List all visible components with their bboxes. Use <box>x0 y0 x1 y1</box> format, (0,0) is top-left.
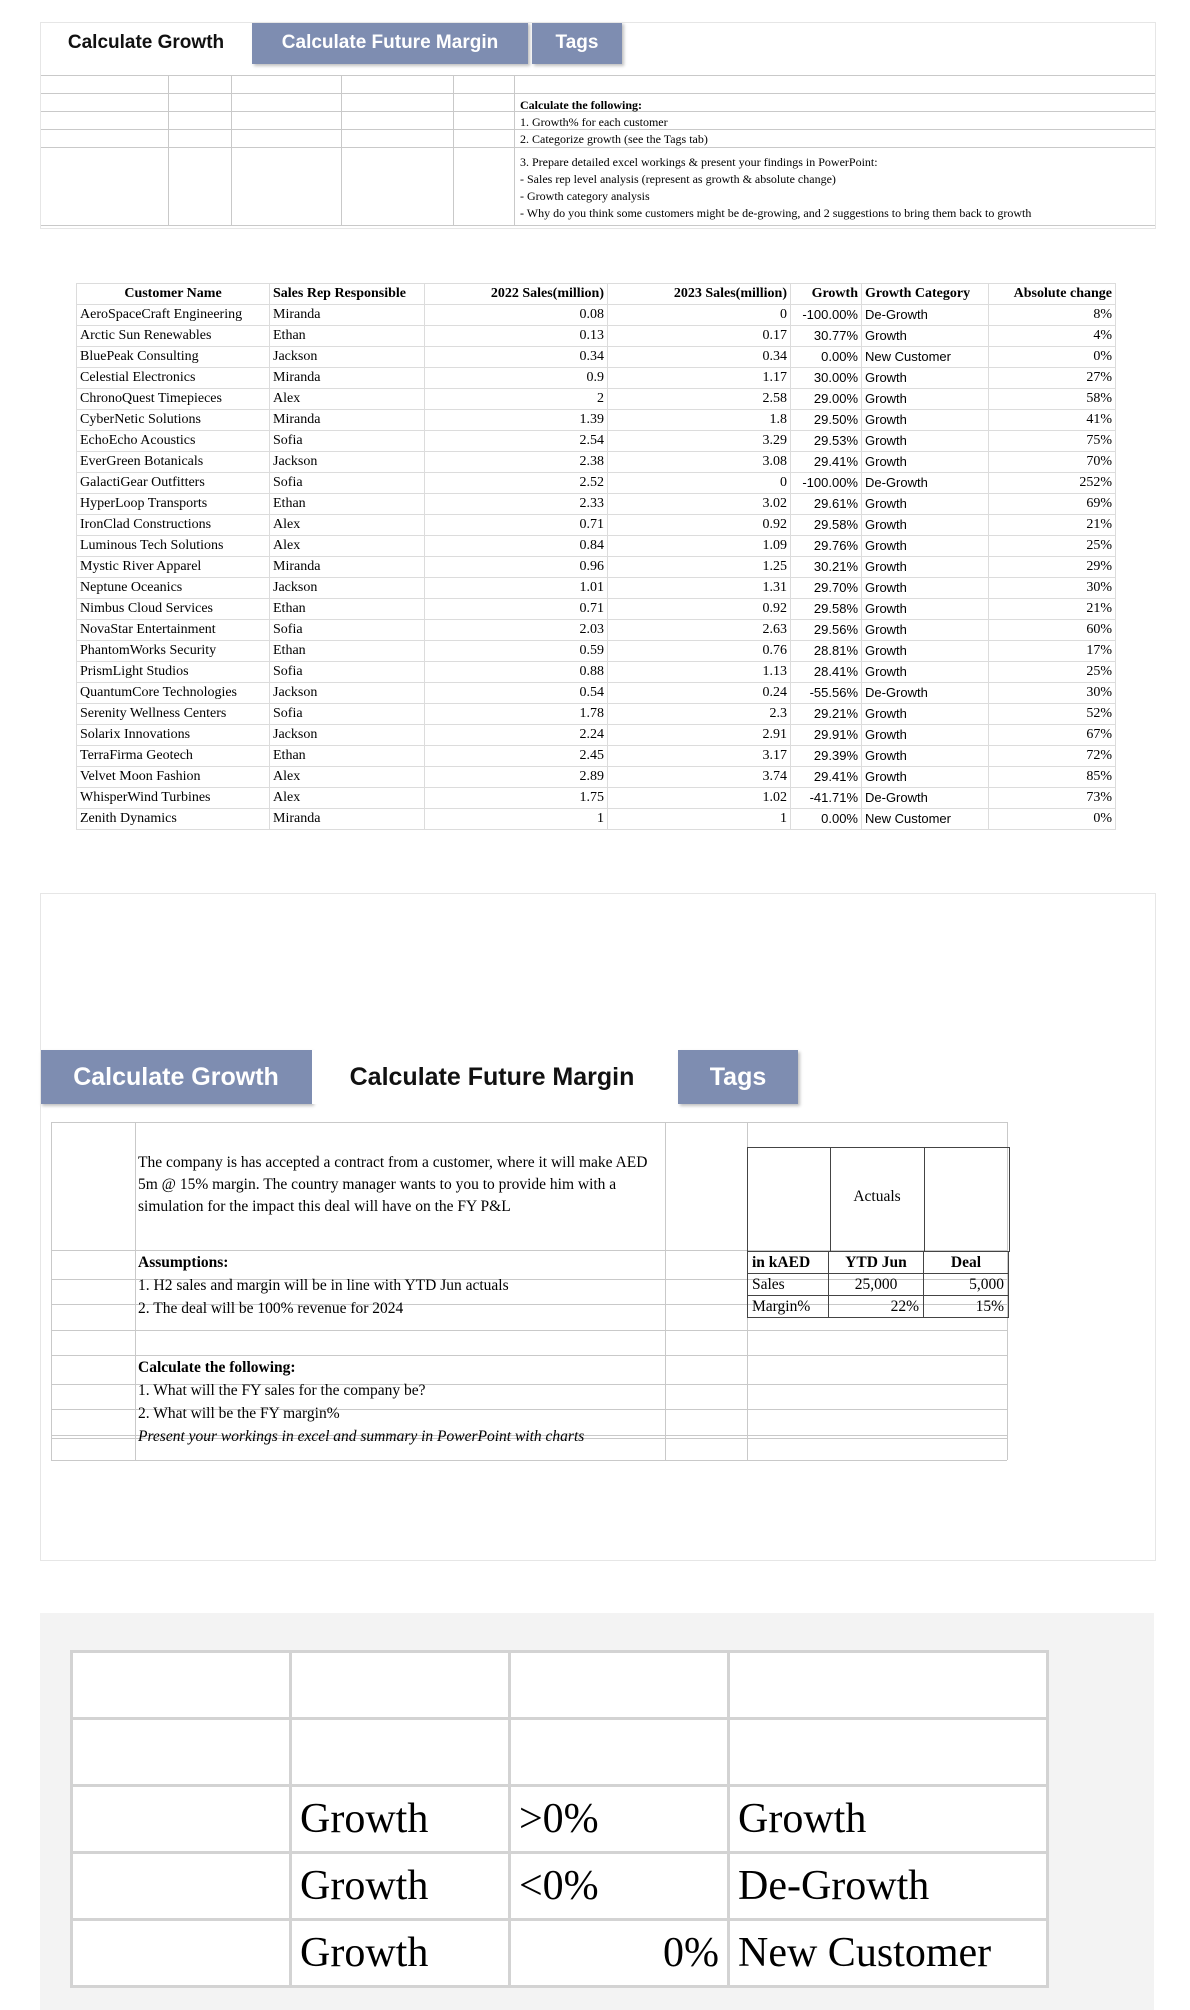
assumption-item: 1. H2 sales and margin will be in line with YTD Jun actuals <box>138 1277 509 1294</box>
table-cell: -100.00% <box>791 305 862 326</box>
table-cell: 2.38 <box>425 452 608 473</box>
table-cell: Arctic Sun Renewables <box>77 326 270 347</box>
tag-metric: Growth <box>291 1920 510 1987</box>
table-cell: Alex <box>270 536 425 557</box>
table-cell: Growth <box>862 641 989 662</box>
table-cell: 0.13 <box>425 326 608 347</box>
tag-condition: 0% <box>510 1920 729 1987</box>
table-cell: 1.31 <box>608 578 791 599</box>
table-row <box>77 662 1116 683</box>
table-cell: 0.34 <box>425 347 608 368</box>
table-cell: Luminous Tech Solutions <box>77 536 270 557</box>
table-cell: 15% <box>924 1296 1009 1318</box>
table-cell: Velvet Moon Fashion <box>77 767 270 788</box>
table-row <box>748 1252 1009 1274</box>
assumptions-heading: Assumptions: <box>138 1254 229 1271</box>
table-cell: 69% <box>989 494 1116 515</box>
table-cell: Miranda <box>270 557 425 578</box>
table-row <box>72 1719 1048 1786</box>
table-cell: 21% <box>989 515 1116 536</box>
table-cell: -55.56% <box>791 683 862 704</box>
table-cell: 29.50% <box>791 410 862 431</box>
table-row <box>77 578 1116 599</box>
table-cell: 1 <box>608 809 791 830</box>
table-cell: 0.9 <box>425 368 608 389</box>
table-cell: Jackson <box>270 725 425 746</box>
table-cell: Growth <box>862 368 989 389</box>
table-row <box>77 557 1116 578</box>
table-cell: 52% <box>989 704 1116 725</box>
table-header-row <box>77 284 1116 305</box>
table-cell: ChronoQuest Timepieces <box>77 389 270 410</box>
table-cell: Sofia <box>270 662 425 683</box>
table-cell: Celestial Electronics <box>77 368 270 389</box>
table-cell: 85% <box>989 767 1116 788</box>
table-cell: Miranda <box>270 368 425 389</box>
instructions-line: 1. Growth% for each customer <box>520 115 668 129</box>
table-cell: CyberNetic Solutions <box>77 410 270 431</box>
table-row <box>72 1853 1048 1920</box>
table-cell: Nimbus Cloud Services <box>77 599 270 620</box>
table-cell: 29.41% <box>791 767 862 788</box>
table-cell: 3.74 <box>608 767 791 788</box>
calculate-note: Present your workings in excel and summary in PowerPoint with charts <box>138 1428 585 1445</box>
calculate-item: 2. What will be the FY margin% <box>138 1405 340 1422</box>
instructions-line: 3. Prepare detailed excel workings & present your findings in PowerPoint: <box>520 155 878 169</box>
table-cell: BluePeak Consulting <box>77 347 270 368</box>
table-cell: Growth <box>862 410 989 431</box>
table-cell: 3.29 <box>608 431 791 452</box>
table-row <box>77 431 1116 452</box>
table-row <box>77 389 1116 410</box>
table-cell: 60% <box>989 620 1116 641</box>
table-cell: Ethan <box>270 494 425 515</box>
table-cell: 2.52 <box>425 473 608 494</box>
table-cell: Ethan <box>270 746 425 767</box>
table-cell: 1.75 <box>425 788 608 809</box>
table-cell: 30.00% <box>791 368 862 389</box>
table-cell: Serenity Wellness Centers <box>77 704 270 725</box>
table-cell: 1.17 <box>608 368 791 389</box>
instructions-line: - Why do you think some customers might be de-growing, and 2 suggestions to bring them back to growth <box>520 206 1032 220</box>
calculate-heading: Calculate the following: <box>138 1359 296 1376</box>
table-cell: Ethan <box>270 599 425 620</box>
table-cell: 30% <box>989 683 1116 704</box>
table-cell: De-Growth <box>862 473 989 494</box>
table-cell: 8% <box>989 305 1116 326</box>
table-cell: 25% <box>989 536 1116 557</box>
table-cell: Sofia <box>270 704 425 725</box>
table-cell: New Customer <box>862 809 989 830</box>
table-cell: 0.92 <box>608 599 791 620</box>
column-header: Absolute change <box>989 284 1116 305</box>
table-cell: Deal <box>924 1252 1009 1274</box>
table-cell: Growth <box>862 515 989 536</box>
table-cell: De-Growth <box>862 788 989 809</box>
table-cell: 2.91 <box>608 725 791 746</box>
table-cell: 0.92 <box>608 515 791 536</box>
table-row <box>72 1786 1048 1853</box>
table-cell: Jackson <box>270 578 425 599</box>
table-cell: 0.17 <box>608 326 791 347</box>
table-cell: 22% <box>829 1296 924 1318</box>
table-cell: 0 <box>608 473 791 494</box>
table-cell: Alex <box>270 767 425 788</box>
table-cell: 0.76 <box>608 641 791 662</box>
column-header: Growth <box>791 284 862 305</box>
tab-calculate-future-margin[interactable]: Calculate Future Margin <box>312 1050 672 1104</box>
tags-panel <box>40 1613 1154 2010</box>
instructions-line: - Growth category analysis <box>520 189 650 203</box>
table-cell: 1.13 <box>608 662 791 683</box>
tab-calculate-growth[interactable]: Calculate Growth <box>40 22 252 64</box>
table-cell: 75% <box>989 431 1116 452</box>
table-cell: TerraFirma Geotech <box>77 746 270 767</box>
table-cell: 25,000 <box>829 1274 924 1296</box>
table-cell: EverGreen Botanicals <box>77 452 270 473</box>
table-cell: 28.41% <box>791 662 862 683</box>
table-row <box>77 746 1116 767</box>
tab-calculate-growth[interactable]: Calculate Growth <box>40 1050 312 1104</box>
table-cell: 27% <box>989 368 1116 389</box>
table-row <box>77 473 1116 494</box>
table-cell: Jackson <box>270 452 425 473</box>
table-row <box>77 641 1116 662</box>
table-cell: Mystic River Apparel <box>77 557 270 578</box>
table-cell: Growth <box>862 389 989 410</box>
table-cell: QuantumCore Technologies <box>77 683 270 704</box>
table-row <box>77 536 1116 557</box>
table-cell: 0.59 <box>425 641 608 662</box>
table-cell: 73% <box>989 788 1116 809</box>
table-cell: 0.00% <box>791 809 862 830</box>
actuals-box <box>747 1147 1010 1252</box>
table-cell: Jackson <box>270 347 425 368</box>
table-cell: 29.21% <box>791 704 862 725</box>
table-cell: 29.70% <box>791 578 862 599</box>
table-cell: Growth <box>862 662 989 683</box>
table-cell: 29.91% <box>791 725 862 746</box>
column-header: Customer Name <box>77 284 270 305</box>
tag-condition: <0% <box>510 1853 729 1920</box>
table-row <box>77 410 1116 431</box>
table-cell: 29.56% <box>791 620 862 641</box>
table-cell: 2.33 <box>425 494 608 515</box>
sales-table-area <box>40 283 1154 838</box>
table-cell: 1.09 <box>608 536 791 557</box>
tab-tags[interactable]: Tags <box>678 1050 798 1104</box>
table-cell: 70% <box>989 452 1116 473</box>
table-cell: Growth <box>862 725 989 746</box>
future-margin-panel <box>40 893 1156 1561</box>
table-cell: 0% <box>989 347 1116 368</box>
table-cell: 29.41% <box>791 452 862 473</box>
table-cell: 30% <box>989 578 1116 599</box>
table-cell: Alex <box>270 788 425 809</box>
table-cell: 1.8 <box>608 410 791 431</box>
instructions-line: - Sales rep level analysis (represent as growth & absolute change) <box>520 172 836 186</box>
table-cell: Miranda <box>270 410 425 431</box>
table-cell: Sofia <box>270 473 425 494</box>
table-row <box>77 809 1116 830</box>
table-row <box>72 1920 1048 1987</box>
column-header: 2023 Sales(million) <box>608 284 791 305</box>
table-cell: GalactiGear Outfitters <box>77 473 270 494</box>
table-row <box>77 683 1116 704</box>
table-cell: Jackson <box>270 683 425 704</box>
table-row <box>72 1652 1048 1719</box>
table-cell: 1 <box>425 809 608 830</box>
table-cell: 1.78 <box>425 704 608 725</box>
table-row <box>77 788 1116 809</box>
table-cell: 0.71 <box>425 515 608 536</box>
table-cell: 0.96 <box>425 557 608 578</box>
table-cell: Growth <box>862 431 989 452</box>
table-cell: Solarix Innovations <box>77 725 270 746</box>
tag-category: De-Growth <box>729 1853 1048 1920</box>
table-cell: De-Growth <box>862 305 989 326</box>
table-cell: PhantomWorks Security <box>77 641 270 662</box>
table-cell: 28.81% <box>791 641 862 662</box>
tag-metric: Growth <box>291 1853 510 1920</box>
deal-description: The company is has accepted a contract from a customer, where it will make AED 5m @ 15% margin. The country manager wants to you to provide him with a simulation for the impact this deal will have on the FY P&L <box>138 1154 648 1215</box>
table-cell: Growth <box>862 620 989 641</box>
table-cell: 29.39% <box>791 746 862 767</box>
tags-table <box>70 1650 1049 1988</box>
actuals-label: Actuals <box>853 1188 901 1205</box>
table-cell: Ethan <box>270 326 425 347</box>
table-cell: 30.77% <box>791 326 862 347</box>
table-cell: 0% <box>989 809 1116 830</box>
assumption-item: 2. The deal will be 100% revenue for 2024 <box>138 1300 404 1317</box>
table-cell: 29.61% <box>791 494 862 515</box>
table-row <box>77 347 1116 368</box>
table-row <box>77 368 1116 389</box>
table-row <box>77 620 1116 641</box>
tag-metric: Growth <box>291 1786 510 1853</box>
table-cell: 2.45 <box>425 746 608 767</box>
table-cell: 1.02 <box>608 788 791 809</box>
table-cell: Growth <box>862 326 989 347</box>
table-row <box>748 1296 1009 1318</box>
table-row <box>77 515 1116 536</box>
table-cell: 29.53% <box>791 431 862 452</box>
table-cell: 0.34 <box>608 347 791 368</box>
table-cell: Growth <box>862 494 989 515</box>
table-cell: Margin% <box>748 1296 829 1318</box>
kaed-table <box>747 1251 1009 1318</box>
table-cell: Growth <box>862 704 989 725</box>
table-cell: 0.71 <box>425 599 608 620</box>
column-header: Sales Rep Responsible <box>270 284 425 305</box>
table-cell: Growth <box>862 578 989 599</box>
table-cell: Growth <box>862 767 989 788</box>
table-cell: 58% <box>989 389 1116 410</box>
table-cell: YTD Jun <box>829 1252 924 1274</box>
table-cell: 2.03 <box>425 620 608 641</box>
table-row <box>748 1274 1009 1296</box>
table-cell: Sofia <box>270 620 425 641</box>
table-cell: 25% <box>989 662 1116 683</box>
table-cell: 0.54 <box>425 683 608 704</box>
table-row <box>77 704 1116 725</box>
table-cell: IronClad Constructions <box>77 515 270 536</box>
table-cell: HyperLoop Transports <box>77 494 270 515</box>
table-cell: 2.24 <box>425 725 608 746</box>
table-cell: Alex <box>270 389 425 410</box>
table-cell: Miranda <box>270 809 425 830</box>
table-cell: 29.58% <box>791 515 862 536</box>
table-cell: Growth <box>862 557 989 578</box>
table-row <box>77 725 1116 746</box>
calculate-item: 1. What will the FY sales for the company be? <box>138 1382 426 1399</box>
tab-calculate-future-margin[interactable]: Calculate Future Margin <box>252 22 528 64</box>
table-cell: 3.08 <box>608 452 791 473</box>
table-row <box>77 326 1116 347</box>
table-cell: EchoEcho Acoustics <box>77 431 270 452</box>
table-cell: 252% <box>989 473 1116 494</box>
table-cell: 21% <box>989 599 1116 620</box>
table-cell: -41.71% <box>791 788 862 809</box>
table-cell: Growth <box>862 746 989 767</box>
table-cell: 29.00% <box>791 389 862 410</box>
table-cell: 4% <box>989 326 1116 347</box>
table-row <box>77 494 1116 515</box>
column-header: Growth Category <box>862 284 989 305</box>
table-cell: 1.39 <box>425 410 608 431</box>
table-cell: 2.54 <box>425 431 608 452</box>
table-row <box>77 305 1116 326</box>
table-cell: 0.00% <box>791 347 862 368</box>
table-cell: Sales <box>748 1274 829 1296</box>
table-row <box>77 767 1116 788</box>
table-cell: Sofia <box>270 431 425 452</box>
table-cell: 72% <box>989 746 1116 767</box>
table-cell: Miranda <box>270 305 425 326</box>
table-cell: 0.24 <box>608 683 791 704</box>
table-row <box>77 452 1116 473</box>
table-cell: 2.58 <box>608 389 791 410</box>
table-cell: PrismLight Studios <box>77 662 270 683</box>
table-cell: 29.76% <box>791 536 862 557</box>
table-cell: in kAED <box>748 1252 829 1274</box>
table-cell: 3.02 <box>608 494 791 515</box>
table-cell: Alex <box>270 515 425 536</box>
table-cell: De-Growth <box>862 683 989 704</box>
table-cell: WhisperWind Turbines <box>77 788 270 809</box>
table-cell: 1.01 <box>425 578 608 599</box>
table-cell: Neptune Oceanics <box>77 578 270 599</box>
table-cell: 17% <box>989 641 1116 662</box>
table-cell: 41% <box>989 410 1116 431</box>
table-cell: Ethan <box>270 641 425 662</box>
table-cell: Growth <box>862 599 989 620</box>
instructions-line: 2. Categorize growth (see the Tags tab) <box>520 132 708 146</box>
table-cell: AeroSpaceCraft Engineering <box>77 305 270 326</box>
table-cell: New Customer <box>862 347 989 368</box>
table-cell: 2 <box>425 389 608 410</box>
table-cell: 30.21% <box>791 557 862 578</box>
table-cell: Zenith Dynamics <box>77 809 270 830</box>
table-cell: 29.58% <box>791 599 862 620</box>
table-cell: 67% <box>989 725 1116 746</box>
table-cell: Growth <box>862 536 989 557</box>
table-cell: -100.00% <box>791 473 862 494</box>
tag-condition: >0% <box>510 1786 729 1853</box>
table-cell: 1.25 <box>608 557 791 578</box>
table-cell: 0.84 <box>425 536 608 557</box>
column-header: 2022 Sales(million) <box>425 284 608 305</box>
tag-category: New Customer <box>729 1920 1048 1987</box>
table-cell: 29% <box>989 557 1116 578</box>
instructions-heading: Calculate the following: <box>520 98 642 112</box>
table-cell: 0.08 <box>425 305 608 326</box>
table-cell: 5,000 <box>924 1274 1009 1296</box>
tab-tags[interactable]: Tags <box>532 22 622 64</box>
table-cell: 2.63 <box>608 620 791 641</box>
instructions-panel <box>40 22 1156 229</box>
table-cell: NovaStar Entertainment <box>77 620 270 641</box>
table-cell: 2.3 <box>608 704 791 725</box>
table-cell: 2.89 <box>425 767 608 788</box>
table-cell: Growth <box>862 452 989 473</box>
table-row <box>77 599 1116 620</box>
table-cell: 0.88 <box>425 662 608 683</box>
tag-category: Growth <box>729 1786 1048 1853</box>
sales-table <box>76 283 1116 830</box>
table-cell: 0 <box>608 305 791 326</box>
table-cell: 3.17 <box>608 746 791 767</box>
